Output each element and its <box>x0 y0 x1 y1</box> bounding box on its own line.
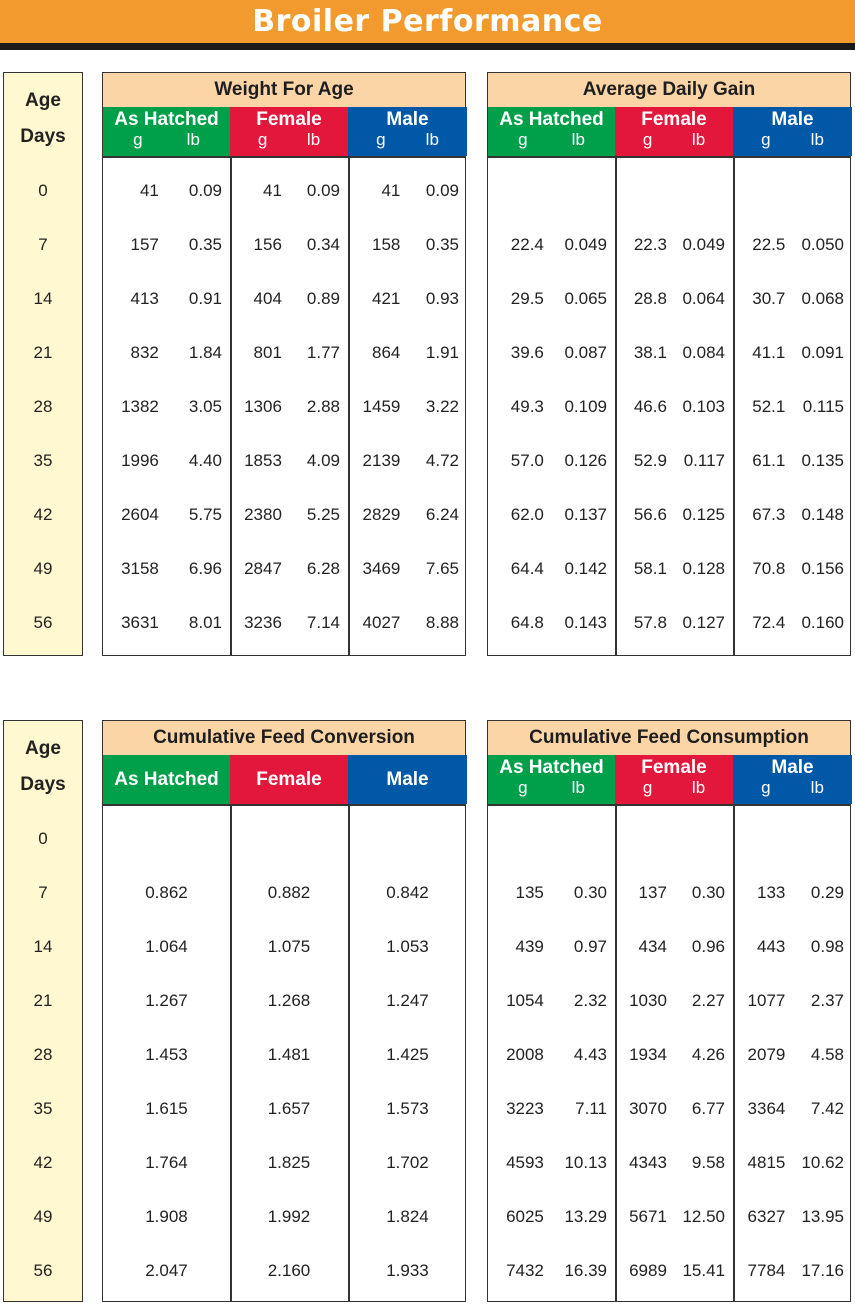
age-values <box>4 721 82 1301</box>
table-cell: 4.72 <box>425 451 459 470</box>
table-cell: 1459 <box>362 397 401 416</box>
table-cell: 29.5 <box>510 289 544 308</box>
male-label: Male <box>386 769 429 790</box>
header-divider <box>103 804 465 806</box>
table-cell: 2.27 <box>691 991 725 1010</box>
female-label: Female <box>256 109 322 130</box>
table-cell: 0.156 <box>801 559 844 578</box>
table-cell: 1.425 <box>386 1045 429 1064</box>
table-cell: 0.137 <box>564 505 607 524</box>
table-cell: 5671 <box>629 1207 667 1226</box>
unit-g: g <box>642 130 653 149</box>
table-cell: 2139 <box>362 451 401 470</box>
unit-g: g <box>376 130 386 149</box>
unit-row <box>615 130 733 150</box>
weight-for-age-title: Weight For Age <box>103 73 465 108</box>
unit-g: g <box>133 130 143 149</box>
as-hatched-label: As Hatched <box>499 757 604 778</box>
table-cell: 9.58 <box>691 1153 725 1172</box>
table-cell: 30.7 <box>752 289 786 308</box>
table-cell: 3236 <box>244 613 282 632</box>
table-cell: 17.16 <box>801 1261 844 1280</box>
age-column-top <box>3 72 83 656</box>
table-cell: 0.068 <box>801 289 844 308</box>
female-header <box>615 107 733 156</box>
average-daily-gain-table <box>487 72 851 656</box>
table-cell: 61.1 <box>752 451 786 470</box>
female-header <box>230 755 348 804</box>
unit-lb: lb <box>571 130 585 149</box>
male-header <box>733 755 852 804</box>
table-cell: 0.127 <box>682 613 725 632</box>
female-label: Female <box>641 757 707 778</box>
table-cell: 0.103 <box>682 397 725 416</box>
table-cell: 15.41 <box>682 1261 725 1280</box>
table-cell: 58.1 <box>633 559 667 578</box>
table-cell: 0.98 <box>810 937 844 956</box>
table-cell: 3364 <box>747 1099 786 1118</box>
table-cell: 39.6 <box>510 343 544 362</box>
table-cell: 1934 <box>629 1045 667 1064</box>
table-cell: 49.3 <box>510 397 544 416</box>
unit-row <box>733 130 852 150</box>
table-cell: 0.087 <box>564 343 607 362</box>
table-cell: 4.43 <box>573 1045 607 1064</box>
table-cell: 1.615 <box>145 1099 188 1118</box>
table-cell: 2.160 <box>267 1261 311 1280</box>
table-cell: 64.8 <box>510 613 544 632</box>
age-value: 7 <box>38 235 48 254</box>
page-title: Broiler Performance <box>252 4 603 39</box>
unit-row <box>103 130 230 150</box>
table-cell: 13.29 <box>564 1207 607 1226</box>
table-cell: 0.117 <box>683 451 725 470</box>
table-cell: 22.5 <box>752 235 786 254</box>
table-cell: 4593 <box>506 1153 544 1172</box>
table-cell: 1.908 <box>145 1207 188 1226</box>
unit-row <box>348 130 467 150</box>
table-cell: 0.35 <box>188 235 222 254</box>
table-cell: 52.9 <box>633 451 667 470</box>
table-cell: 864 <box>371 343 401 362</box>
female-header <box>230 107 348 156</box>
table-cell: 41 <box>139 181 159 200</box>
male-label: Male <box>771 757 814 778</box>
table-cell: 6989 <box>629 1261 667 1280</box>
table-cell: 2.88 <box>306 397 340 416</box>
as-hatched-label: As Hatched <box>499 109 604 130</box>
table-cell: 0.109 <box>564 397 607 416</box>
table-cell: 3631 <box>121 613 159 632</box>
table-cell: 1.573 <box>386 1099 429 1118</box>
table-cell: 3070 <box>629 1099 667 1118</box>
table-cell: 135 <box>515 883 544 902</box>
table-cell: 1.77 <box>306 343 340 362</box>
table-cell: 8.88 <box>425 613 459 632</box>
age-header: Age <box>25 738 61 759</box>
table-cell: 1382 <box>121 397 159 416</box>
table-cell: 2847 <box>244 559 282 578</box>
age-value: 42 <box>33 1153 53 1172</box>
table-cell: 7432 <box>506 1261 544 1280</box>
table-cell: 3469 <box>362 559 401 578</box>
table-cell: 801 <box>253 343 282 362</box>
table-cell: 2829 <box>362 505 401 524</box>
table-cell: 41 <box>262 181 282 200</box>
table-cell: 2008 <box>506 1045 544 1064</box>
table-cell: 0.128 <box>682 559 725 578</box>
table-cell: 3.05 <box>188 397 222 416</box>
table-cell: 22.4 <box>510 235 544 254</box>
table-cell: 1.657 <box>267 1099 311 1118</box>
table-cell: 137 <box>638 883 667 902</box>
age-value: 42 <box>33 505 53 524</box>
header-divider <box>488 156 850 158</box>
age-value: 14 <box>33 289 53 308</box>
unit-lb: lb <box>691 130 706 149</box>
table-cell: 0.050 <box>801 235 844 254</box>
unit-row <box>488 130 615 150</box>
table-cell: 7.14 <box>306 613 340 632</box>
age-value: 0 <box>38 181 48 200</box>
table-cell: 4.26 <box>691 1045 725 1064</box>
header-divider <box>103 156 465 158</box>
table-cell: 6327 <box>747 1207 786 1226</box>
table-cell: 72.4 <box>752 613 786 632</box>
female-label: Female <box>641 109 707 130</box>
unit-lb: lb <box>306 130 321 149</box>
age-value: 0 <box>38 829 48 848</box>
table-cell: 0.084 <box>682 343 725 362</box>
table-cell: 67.3 <box>752 505 786 524</box>
age-value: 35 <box>33 451 53 470</box>
table-cell: 0.125 <box>682 505 725 524</box>
table-cell: 1306 <box>244 397 282 416</box>
table-cell: 0.30 <box>573 883 607 902</box>
age-value: 28 <box>33 397 53 416</box>
table-cell: 1.933 <box>386 1261 429 1280</box>
table-cell: 413 <box>130 289 159 308</box>
table-cell: 2380 <box>244 505 282 524</box>
table-cell: 1996 <box>121 451 159 470</box>
table-cell: 0.89 <box>306 289 340 308</box>
table-cell: 1.764 <box>145 1153 188 1172</box>
table-cell: 41 <box>381 181 401 200</box>
age-value: 56 <box>33 1261 53 1280</box>
table-cell: 0.049 <box>564 235 607 254</box>
table-cell: 1030 <box>629 991 667 1010</box>
cumulative-feed-consumption-title: Cumulative Feed Consumption <box>488 721 850 756</box>
title-banner <box>0 0 855 43</box>
table-cell: 4343 <box>629 1153 667 1172</box>
table-cell: 46.6 <box>633 397 667 416</box>
table-cell: 0.135 <box>801 451 844 470</box>
unit-row <box>615 778 733 798</box>
table-cell: 1.053 <box>386 937 429 956</box>
table-cell: 0.91 <box>188 289 222 308</box>
as-hatched-label: As Hatched <box>114 769 219 790</box>
table-cell: 56.6 <box>633 505 667 524</box>
table-cell: 0.126 <box>564 451 607 470</box>
table-cell: 70.8 <box>752 559 786 578</box>
table-cell: 4.40 <box>188 451 222 470</box>
table-cell: 2604 <box>121 505 159 524</box>
male-header <box>348 107 467 156</box>
table-cell: 0.35 <box>425 235 459 254</box>
age-value: 49 <box>33 1207 53 1226</box>
table-cell: 1853 <box>244 451 282 470</box>
table-cell: 0.064 <box>682 289 725 308</box>
age-value: 56 <box>33 613 53 632</box>
unit-lb: lb <box>810 778 824 797</box>
table-cell: 1.267 <box>145 991 188 1010</box>
table-cell: 1054 <box>506 991 544 1010</box>
table-cell: 16.39 <box>564 1261 607 1280</box>
female-header <box>615 755 733 804</box>
table-cell: 7.65 <box>425 559 459 578</box>
table-cell: 404 <box>253 289 282 308</box>
age-value: 21 <box>33 343 53 362</box>
table-cell: 0.93 <box>425 289 459 308</box>
age-value: 49 <box>33 559 53 578</box>
table-cell: 443 <box>756 937 786 956</box>
unit-lb: lb <box>186 130 200 149</box>
table-cell: 133 <box>756 883 786 902</box>
table-cell: 1.824 <box>386 1207 429 1226</box>
table-cell: 1.992 <box>267 1207 311 1226</box>
table-cell: 28.8 <box>633 289 667 308</box>
table-cell: 13.95 <box>801 1207 844 1226</box>
as-hatched-header <box>488 107 615 156</box>
unit-lb: lb <box>425 130 439 149</box>
table-cell: 0.882 <box>267 883 311 902</box>
table-cell: 7784 <box>747 1261 786 1280</box>
table-cell: 0.97 <box>573 937 607 956</box>
table-cell: 38.1 <box>633 343 667 362</box>
age-value: 14 <box>33 937 53 956</box>
unit-row <box>230 130 348 150</box>
table-cell: 62.0 <box>510 505 544 524</box>
female-label: Female <box>256 769 322 790</box>
table-cell: 0.09 <box>188 181 222 200</box>
table-cell: 1.481 <box>267 1045 311 1064</box>
cumulative-feed-conversion-title: Cumulative Feed Conversion <box>103 721 465 756</box>
table-cell: 6.24 <box>425 505 459 524</box>
table-cell: 1.453 <box>145 1045 188 1064</box>
table-cell: 0.091 <box>801 343 844 362</box>
table-cell: 421 <box>371 289 401 308</box>
table-cell: 832 <box>130 343 159 362</box>
table-cell: 52.1 <box>752 397 786 416</box>
table-cell: 1.268 <box>267 991 311 1010</box>
table-cell: 156 <box>253 235 282 254</box>
table-cell: 157 <box>130 235 159 254</box>
table-cell: 0.115 <box>802 397 844 416</box>
table-cell: 57.0 <box>510 451 544 470</box>
table-cell: 2.32 <box>573 991 607 1010</box>
table-cell: 12.50 <box>682 1207 725 1226</box>
table-cell: 439 <box>515 937 544 956</box>
table-cell: 8.01 <box>188 613 222 632</box>
age-values <box>4 73 82 655</box>
table-cell: 1.075 <box>267 937 311 956</box>
table-cell: 4.09 <box>306 451 340 470</box>
table-cell: 1077 <box>747 991 786 1010</box>
unit-row <box>733 778 852 798</box>
average-daily-gain-title: Average Daily Gain <box>488 73 850 108</box>
age-header: Age <box>25 90 61 111</box>
table-cell: 2.047 <box>145 1261 188 1280</box>
unit-g: g <box>761 130 771 149</box>
table-cell: 22.3 <box>633 235 667 254</box>
table-cell: 0.842 <box>386 883 429 902</box>
table-cell: 4.58 <box>810 1045 844 1064</box>
as-hatched-header <box>103 755 230 804</box>
table-cell: 2079 <box>747 1045 786 1064</box>
table-cell: 3223 <box>506 1099 544 1118</box>
table-cell: 1.84 <box>188 343 222 362</box>
table-cell: 0.96 <box>691 937 725 956</box>
unit-lb: lb <box>691 778 706 797</box>
days-header: Days <box>20 126 66 147</box>
table-cell: 3158 <box>121 559 159 578</box>
unit-lb: lb <box>571 778 585 797</box>
table-cell: 0.34 <box>306 235 340 254</box>
header-divider <box>488 804 850 806</box>
age-value: 7 <box>38 883 48 902</box>
unit-g: g <box>518 778 528 797</box>
table-cell: 3.22 <box>425 397 459 416</box>
table-cell: 1.91 <box>425 343 459 362</box>
banner-rule <box>0 43 855 50</box>
male-header <box>348 755 467 804</box>
age-value: 35 <box>33 1099 53 1118</box>
table-cell: 7.11 <box>575 1099 607 1118</box>
age-column-bottom <box>3 720 83 1302</box>
table-cell: 2.37 <box>810 991 844 1010</box>
unit-g: g <box>257 130 268 149</box>
cumulative-feed-conversion-table <box>102 720 466 1302</box>
table-cell: 0.09 <box>306 181 340 200</box>
table-cell: 5.75 <box>188 505 222 524</box>
table-cell: 0.160 <box>801 613 844 632</box>
table-cell: 57.8 <box>633 613 667 632</box>
male-label: Male <box>386 109 429 130</box>
male-label: Male <box>771 109 814 130</box>
weight-for-age-table <box>102 72 466 656</box>
cumulative-feed-consumption-table <box>487 720 851 1302</box>
age-value: 28 <box>33 1045 53 1064</box>
table-cell: 6.77 <box>691 1099 725 1118</box>
table-cell: 0.049 <box>682 235 725 254</box>
table-cell: 1.702 <box>386 1153 429 1172</box>
table-cell: 1.247 <box>386 991 429 1010</box>
table-cell: 1.064 <box>145 937 188 956</box>
unit-lb: lb <box>810 130 824 149</box>
unit-g: g <box>518 130 528 149</box>
table-cell: 6.96 <box>188 559 222 578</box>
table-cell: 0.065 <box>564 289 607 308</box>
as-hatched-label: As Hatched <box>114 109 219 130</box>
as-hatched-header <box>103 107 230 156</box>
table-cell: 0.29 <box>810 883 844 902</box>
table-cell: 5.25 <box>306 505 340 524</box>
as-hatched-header <box>488 755 615 804</box>
table-cell: 0.30 <box>691 883 725 902</box>
unit-g: g <box>761 778 771 797</box>
table-cell: 4027 <box>362 613 401 632</box>
table-cell: 10.13 <box>564 1153 607 1172</box>
table-cell: 6025 <box>506 1207 544 1226</box>
male-header <box>733 107 852 156</box>
table-cell: 0.143 <box>564 613 607 632</box>
table-cell: 41.1 <box>752 343 786 362</box>
table-cell: 1.825 <box>267 1153 311 1172</box>
unit-row <box>488 778 615 798</box>
table-cell: 0.142 <box>564 559 607 578</box>
unit-g: g <box>642 778 653 797</box>
table-cell: 6.28 <box>306 559 340 578</box>
table-cell: 434 <box>638 937 667 956</box>
table-cell: 10.62 <box>801 1153 844 1172</box>
table-cell: 158 <box>371 235 401 254</box>
table-cell: 0.09 <box>425 181 459 200</box>
table-cell: 64.4 <box>510 559 544 578</box>
table-cell: 0.862 <box>145 883 188 902</box>
table-cell: 0.148 <box>801 505 844 524</box>
table-cell: 7.42 <box>810 1099 844 1118</box>
days-header: Days <box>20 774 66 795</box>
age-value: 21 <box>33 991 53 1010</box>
table-cell: 4815 <box>747 1153 786 1172</box>
